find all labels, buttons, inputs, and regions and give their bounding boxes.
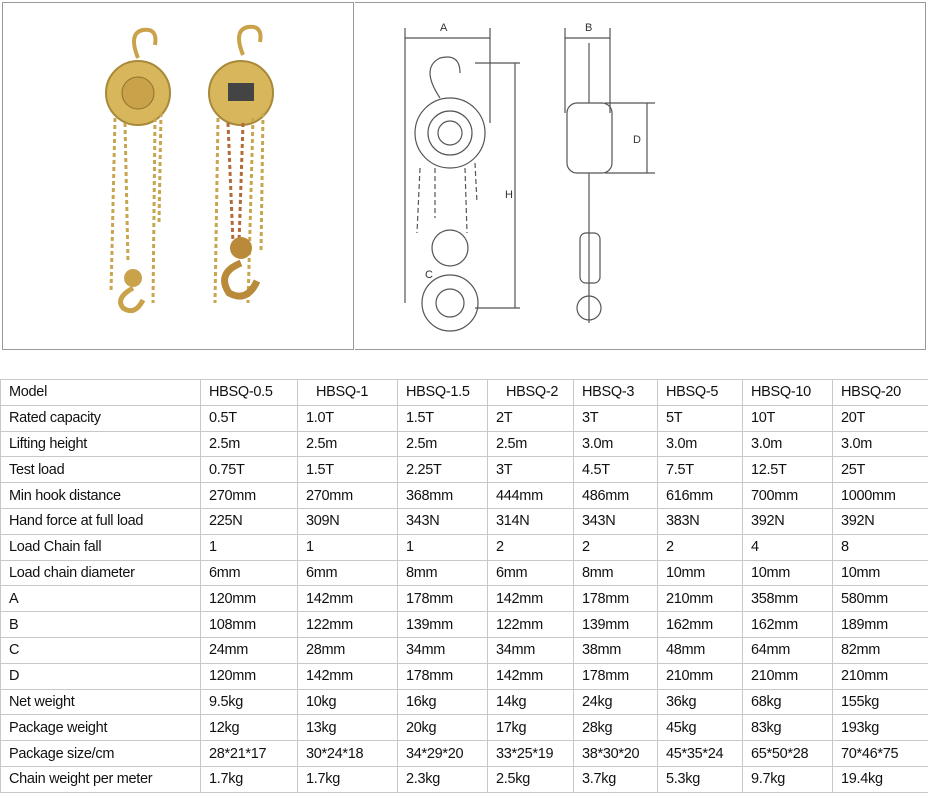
table-cell: 189mm bbox=[833, 612, 928, 638]
table-row bbox=[1, 766, 928, 792]
table-header-row bbox=[1, 380, 928, 406]
row-label: D bbox=[1, 663, 201, 689]
table-cell: 2 bbox=[658, 534, 743, 560]
table-cell: 3.0m bbox=[658, 431, 743, 457]
table-cell: 3.7kg bbox=[574, 766, 658, 792]
table-cell: 2 bbox=[574, 534, 658, 560]
model-header: HBSQ-10 bbox=[743, 380, 833, 406]
table-cell: 120mm bbox=[201, 586, 298, 612]
table-cell: 580mm bbox=[833, 586, 928, 612]
table-row bbox=[1, 483, 928, 509]
technical-drawing-panel bbox=[355, 2, 926, 350]
row-label: Test load bbox=[1, 457, 201, 483]
table-row bbox=[1, 586, 928, 612]
table-cell: 193kg bbox=[833, 715, 928, 741]
table-cell: 9.7kg bbox=[743, 766, 833, 792]
row-label: Model bbox=[1, 380, 201, 406]
table-cell: 225N bbox=[201, 508, 298, 534]
row-label: C bbox=[1, 637, 201, 663]
table-row bbox=[1, 612, 928, 638]
table-cell: 178mm bbox=[398, 586, 488, 612]
table-cell: 6mm bbox=[201, 560, 298, 586]
table-cell: 33*25*19 bbox=[488, 741, 574, 767]
row-label: Min hook distance bbox=[1, 483, 201, 509]
table-cell: 0.75T bbox=[201, 457, 298, 483]
table-cell: 1000mm bbox=[833, 483, 928, 509]
table-cell: 2.3kg bbox=[398, 766, 488, 792]
table-cell: 1.7kg bbox=[201, 766, 298, 792]
table-cell: 270mm bbox=[201, 483, 298, 509]
model-header: HBSQ-3 bbox=[574, 380, 658, 406]
table-cell: 38mm bbox=[574, 637, 658, 663]
table-cell: 48mm bbox=[658, 637, 743, 663]
table-cell: 108mm bbox=[201, 612, 298, 638]
table-cell: 178mm bbox=[574, 663, 658, 689]
table-cell: 4 bbox=[743, 534, 833, 560]
row-label: Package weight bbox=[1, 715, 201, 741]
table-cell: 142mm bbox=[298, 586, 398, 612]
table-cell: 1 bbox=[201, 534, 298, 560]
chain-hoist-photo bbox=[3, 3, 353, 349]
table-cell: 70*46*75 bbox=[833, 741, 928, 767]
dim-label-d: D bbox=[633, 134, 641, 146]
table-row bbox=[1, 715, 928, 741]
table-cell: 358mm bbox=[743, 586, 833, 612]
table-cell: 486mm bbox=[574, 483, 658, 509]
table-cell: 16kg bbox=[398, 689, 488, 715]
table-cell: 19.4kg bbox=[833, 766, 928, 792]
table-cell: 82mm bbox=[833, 637, 928, 663]
table-cell: 2.5m bbox=[398, 431, 488, 457]
table-cell: 343N bbox=[574, 508, 658, 534]
table-cell: 5.3kg bbox=[658, 766, 743, 792]
table-cell: 24kg bbox=[574, 689, 658, 715]
table-cell: 7.5T bbox=[658, 457, 743, 483]
table-cell: 10mm bbox=[658, 560, 743, 586]
table-cell: 20kg bbox=[398, 715, 488, 741]
table-cell: 2T bbox=[488, 405, 574, 431]
specifications-table bbox=[0, 379, 928, 793]
table-cell: 2.25T bbox=[398, 457, 488, 483]
table-cell: 12.5T bbox=[743, 457, 833, 483]
table-row bbox=[1, 508, 928, 534]
table-cell: 34*29*20 bbox=[398, 741, 488, 767]
table-cell: 83kg bbox=[743, 715, 833, 741]
table-cell: 314N bbox=[488, 508, 574, 534]
table-cell: 28*21*17 bbox=[201, 741, 298, 767]
table-cell: 38*30*20 bbox=[574, 741, 658, 767]
table-cell: 210mm bbox=[833, 663, 928, 689]
table-cell: 1.0T bbox=[298, 405, 398, 431]
table-cell: 0.5T bbox=[201, 405, 298, 431]
table-cell: 392N bbox=[743, 508, 833, 534]
dim-label-a: A bbox=[440, 22, 448, 34]
table-cell: 392N bbox=[833, 508, 928, 534]
table-row bbox=[1, 637, 928, 663]
table-cell: 12kg bbox=[201, 715, 298, 741]
table-cell: 155kg bbox=[833, 689, 928, 715]
table-cell: 3T bbox=[574, 405, 658, 431]
product-photo-panel bbox=[2, 2, 354, 350]
table-cell: 65*50*28 bbox=[743, 741, 833, 767]
table-cell: 14kg bbox=[488, 689, 574, 715]
table-cell: 45*35*24 bbox=[658, 741, 743, 767]
table-cell: 178mm bbox=[574, 586, 658, 612]
table-cell: 45kg bbox=[658, 715, 743, 741]
model-header: HBSQ-20 bbox=[833, 380, 928, 406]
dimension-drawing bbox=[355, 3, 925, 349]
table-cell: 122mm bbox=[488, 612, 574, 638]
table-cell: 64mm bbox=[743, 637, 833, 663]
table-cell: 24mm bbox=[201, 637, 298, 663]
table-cell: 28kg bbox=[574, 715, 658, 741]
table-cell: 36kg bbox=[658, 689, 743, 715]
table-cell: 3.0m bbox=[743, 431, 833, 457]
table-cell: 210mm bbox=[743, 663, 833, 689]
table-cell: 368mm bbox=[398, 483, 488, 509]
table-cell: 2.5m bbox=[488, 431, 574, 457]
table-cell: 9.5kg bbox=[201, 689, 298, 715]
model-header: HBSQ-2 bbox=[488, 380, 574, 406]
table-cell: 1.7kg bbox=[298, 766, 398, 792]
table-cell: 309N bbox=[298, 508, 398, 534]
table-cell: 210mm bbox=[658, 586, 743, 612]
table-row bbox=[1, 405, 928, 431]
row-label: Load Chain fall bbox=[1, 534, 201, 560]
model-header: HBSQ-1.5 bbox=[398, 380, 488, 406]
table-cell: 5T bbox=[658, 405, 743, 431]
table-row bbox=[1, 741, 928, 767]
table-cell: 28mm bbox=[298, 637, 398, 663]
model-header: HBSQ-0.5 bbox=[201, 380, 298, 406]
row-label: Hand force at full load bbox=[1, 508, 201, 534]
table-cell: 178mm bbox=[398, 663, 488, 689]
row-label: Package size/cm bbox=[1, 741, 201, 767]
row-label: Load chain diameter bbox=[1, 560, 201, 586]
table-cell: 4.5T bbox=[574, 457, 658, 483]
table-cell: 10mm bbox=[743, 560, 833, 586]
table-cell: 3.0m bbox=[833, 431, 928, 457]
table-cell: 10kg bbox=[298, 689, 398, 715]
table-cell: 34mm bbox=[488, 637, 574, 663]
table-row bbox=[1, 663, 928, 689]
table-cell: 120mm bbox=[201, 663, 298, 689]
table-cell: 2.5kg bbox=[488, 766, 574, 792]
table-row bbox=[1, 534, 928, 560]
table-cell: 142mm bbox=[298, 663, 398, 689]
table-cell: 3T bbox=[488, 457, 574, 483]
table-row bbox=[1, 560, 928, 586]
row-label: B bbox=[1, 612, 201, 638]
table-cell: 210mm bbox=[658, 663, 743, 689]
table-cell: 2.5m bbox=[298, 431, 398, 457]
table-cell: 1.5T bbox=[398, 405, 488, 431]
table-cell: 2 bbox=[488, 534, 574, 560]
table-cell: 8mm bbox=[574, 560, 658, 586]
table-cell: 444mm bbox=[488, 483, 574, 509]
dim-label-h: H bbox=[505, 189, 513, 201]
table-cell: 142mm bbox=[488, 663, 574, 689]
table-cell: 6mm bbox=[298, 560, 398, 586]
table-cell: 2.5m bbox=[201, 431, 298, 457]
table-cell: 700mm bbox=[743, 483, 833, 509]
table-cell: 13kg bbox=[298, 715, 398, 741]
table-cell: 270mm bbox=[298, 483, 398, 509]
table-cell: 3.0m bbox=[574, 431, 658, 457]
row-label: Rated capacity bbox=[1, 405, 201, 431]
table-row bbox=[1, 431, 928, 457]
table-cell: 139mm bbox=[398, 612, 488, 638]
row-label: Lifting height bbox=[1, 431, 201, 457]
table-cell: 30*24*18 bbox=[298, 741, 398, 767]
row-label: A bbox=[1, 586, 201, 612]
table-cell: 616mm bbox=[658, 483, 743, 509]
table-cell: 8 bbox=[833, 534, 928, 560]
dim-label-c: C bbox=[425, 269, 433, 281]
table-cell: 142mm bbox=[488, 586, 574, 612]
table-cell: 1.5T bbox=[298, 457, 398, 483]
table-cell: 122mm bbox=[298, 612, 398, 638]
table-cell: 10T bbox=[743, 405, 833, 431]
table-cell: 68kg bbox=[743, 689, 833, 715]
table-cell: 1 bbox=[398, 534, 488, 560]
table-cell: 8mm bbox=[398, 560, 488, 586]
model-header: HBSQ-1 bbox=[298, 380, 398, 406]
table-cell: 34mm bbox=[398, 637, 488, 663]
table-cell: 139mm bbox=[574, 612, 658, 638]
row-label: Net weight bbox=[1, 689, 201, 715]
table-cell: 162mm bbox=[658, 612, 743, 638]
model-header: HBSQ-5 bbox=[658, 380, 743, 406]
dim-label-b: B bbox=[585, 22, 592, 34]
table-cell: 6mm bbox=[488, 560, 574, 586]
table-row bbox=[1, 689, 928, 715]
table-cell: 162mm bbox=[743, 612, 833, 638]
table-row bbox=[1, 457, 928, 483]
table-cell: 20T bbox=[833, 405, 928, 431]
table-cell: 25T bbox=[833, 457, 928, 483]
table-cell: 343N bbox=[398, 508, 488, 534]
row-label: Chain weight per meter bbox=[1, 766, 201, 792]
table-cell: 383N bbox=[658, 508, 743, 534]
table-cell: 17kg bbox=[488, 715, 574, 741]
table-cell: 1 bbox=[298, 534, 398, 560]
table-cell: 10mm bbox=[833, 560, 928, 586]
